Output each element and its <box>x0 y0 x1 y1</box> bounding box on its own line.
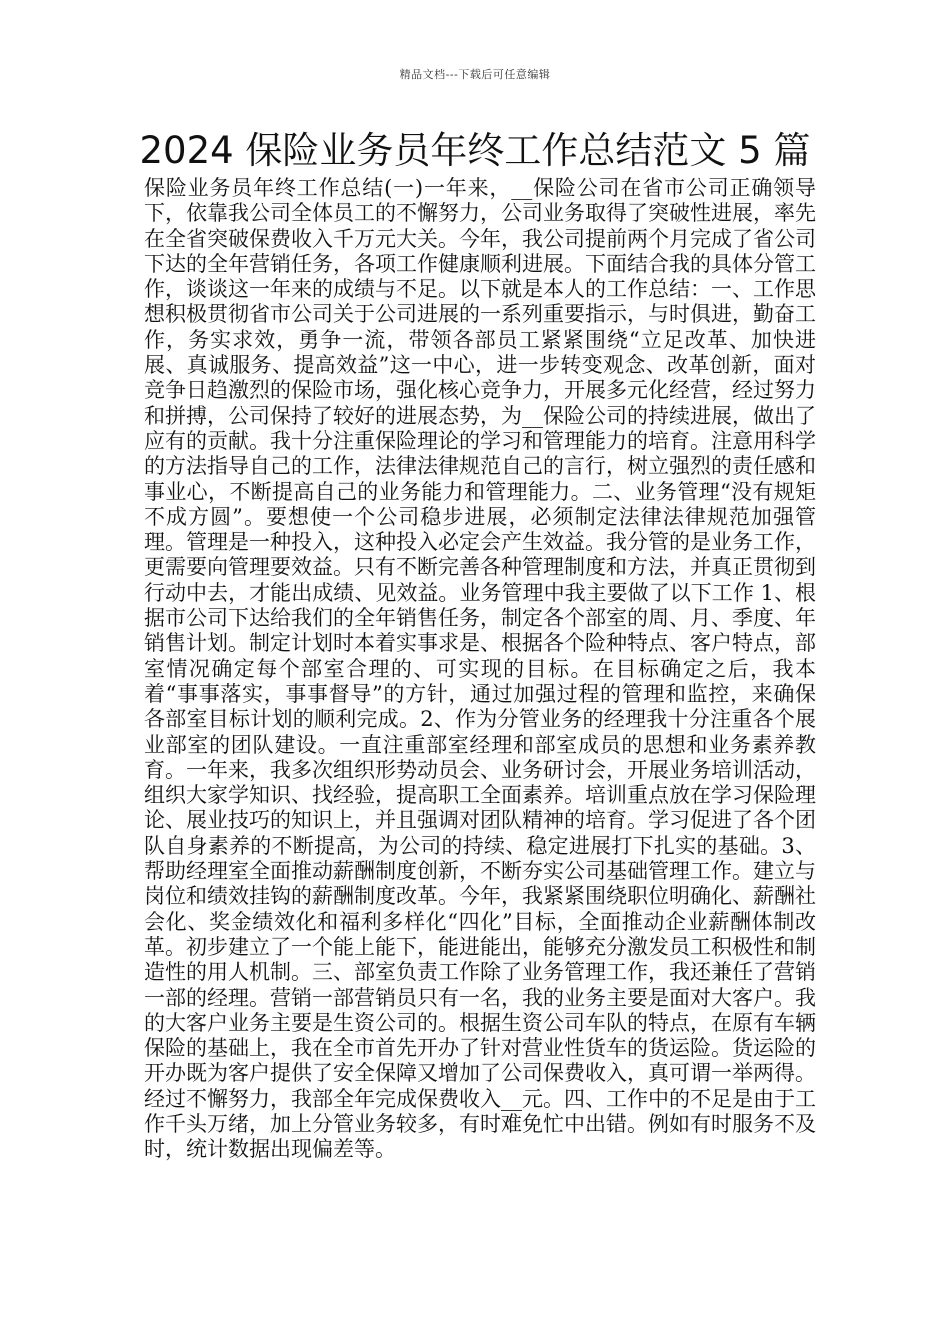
page-header-watermark: 精品文档---下载后可任意编辑 <box>399 68 551 81</box>
document-title: 2024 保险业务员年终工作总结范文 5 篇 <box>139 129 811 172</box>
document-body-paragraph: 保险业务员年终工作总结(一)一年来，__保险公司在省市公司正确领导下，依靠我公司全体员工的不懈努力，公司业务取得了突破性进展，率先在全省突破保费收入千万元大关。今年，我公司提前两个月完成了省公司下达的全年营销任务，各项工作健康顺利进展。下面结合我的具体分管工作，谈谈这一年来的成绩与不足。以下就是本人的工作总结：一、工作思想积极贯彻省市公司关于公司进展的一系列重要指示，与时俱进，勤奋工作，务实求效，勇争一流，带领各部员工紧紧围绕“立足改革、加快进展、真诚服务、提高效益”这一中心，进一步转变观念、改革创新，面对竞争日趋激烈的保险市场，强化核心竞争力，开展多元化经营，经过努力和拼搏，公司保持了较好的进展态势，为__保险公司的持续进展，做出了应有的贡献。我十分注重保险理论的学习和管理能力的培育。注意用科学的方法指导自己的工作，法律法律规范自己的言行，树立强烈的责任感和事业心，不断提高自己的业务能力和管理能力。二、业务管理“没有规矩不成方圆”。要想使一个公司稳步进展，必须制定法律法律规范加强管理。管理是一种投入，这种投入必定会产生效益。我分管的是业务工作，更需要向管理要效益。只有不断完善各种管理制度和方法，并真正贯彻到行动中去，才能出成绩、见效益。业务管理中我主要做了以下工作 1、根据市公司下达给我们的全年销售任务，制定各个部室的周、月、季度、年销售计划。制定计划时本着实事求是、根据各个险种特点、客户特点，部室情况确定每个部室合理的、可实现的目标。在目标确定之后，我本着“事事落实，事事督导”的方针，通过加强过程的管理和监控，来确保各部室目标计划的顺利完成。2、作为分管业务的经理我十分注重各个展业部室的团队建设。一直注重部室经理和部室成员的思想和业务素养教育。一年来，我多次组织形势动员会、业务研讨会，开展业务培训活动，组织大家学知识、找经验，提高职工全面素养。培训重点放在学习保险理论、展业技巧的知识上，并且强调对团队精神的培育。学习促进了各个团队自身素养的不断提高，为公司的持续、稳定进展打下扎实的基础。3、帮助经理室全面推动薪酬制度创新，不断夯实公司基础管理工作。建立与岗位和绩效挂钩的薪酬制度改革。今年，我紧紧围绕职位明确化、薪酬社会化、奖金绩效化和福利多样化“四化”目标，全面推动企业薪酬体制改革。初步建立了一个能上能下，能进能出，能够充分激发员工积极性和制造性的用人机制。三、部室负责工作除了业务管理工作，我还兼任了营销一部的经理。营销一部营销员只有一名，我的业务主要是面对大客户。我的大客户业务主要是生资公司的。根据生资公司车队的特点，在原有车辆保险的基础上，我在全市首先开办了针对营业性货车的货运险。货运险的开办既为客户提供了安全保障又增加了公司保费收入，真可谓一举两得。经过不懈努力，我部全年完成保费收入__元。四、工作中的不足是由于工作千头万绪，加上分管业务较多，有时难免忙中出错。例如有时服务不及时，统计数据出现偏差等。 <box>144 176 816 1162</box>
